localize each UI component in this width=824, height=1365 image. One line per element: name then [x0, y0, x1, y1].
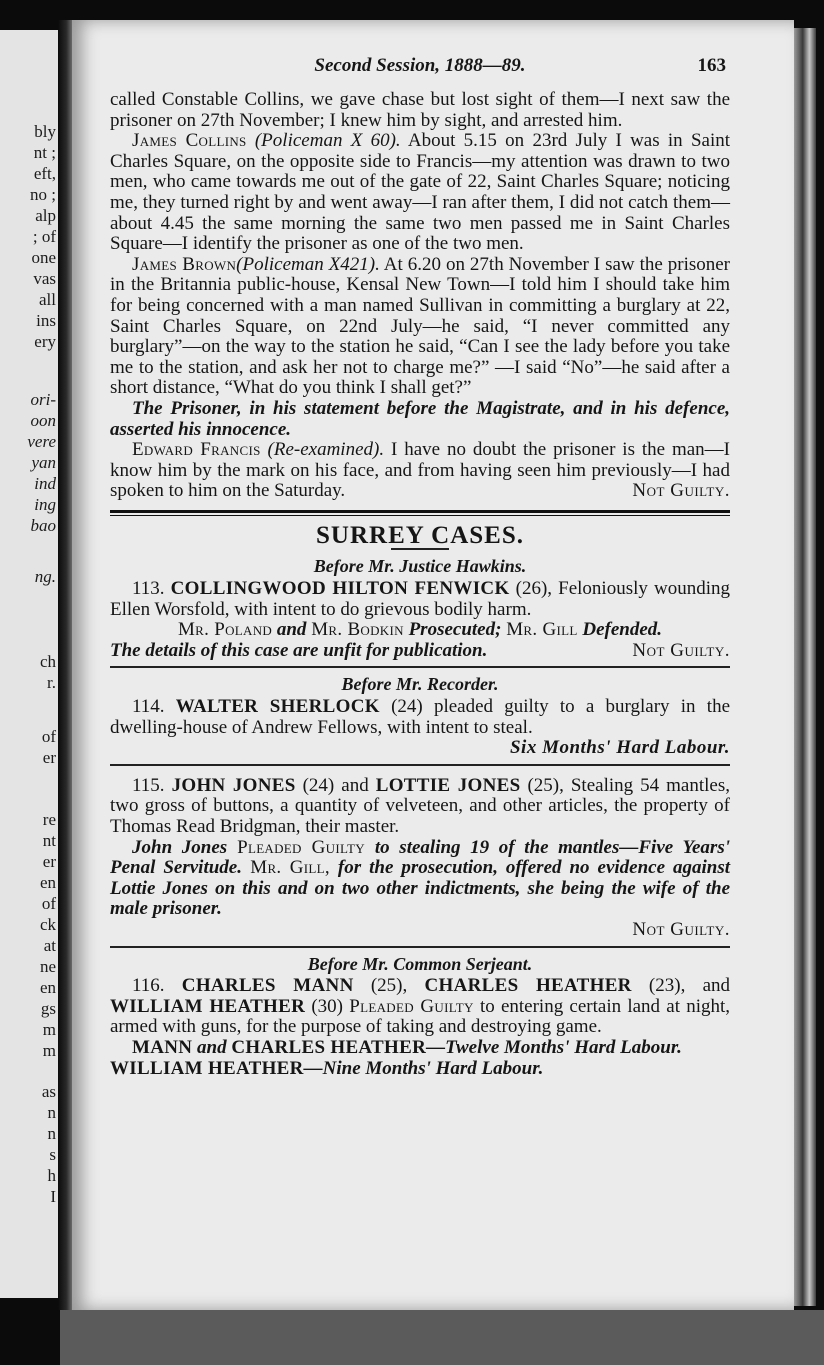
facing-page-fragment: all [39, 290, 56, 309]
facing-page-fragment: ; of [32, 227, 56, 246]
facing-page-fragment: oon [30, 411, 56, 430]
witness-role: (Re-examined). [267, 439, 385, 461]
facing-page-fragment: alp [35, 206, 56, 225]
facing-page-fragment: ch [39, 652, 56, 671]
facing-page-fragment: m [42, 1020, 56, 1039]
facing-page-fragment: nt ; [33, 143, 56, 162]
witness-name: Edward Francis [132, 439, 261, 461]
verdict: Not Guilty. [632, 918, 730, 940]
defendant-name: MANN [132, 1036, 193, 1058]
case-divider [110, 764, 730, 766]
case-115 [110, 776, 730, 838]
verdict: Not Guilty. [632, 639, 730, 661]
testimony-text: At 6.20 on 27th November I saw the prisoner in the Britannia public-house, Kensal New Town—I told him I should take him for being concerned with a man named Sullivan in committing a burglary at 22, Saint Charles Square, on 22nd July—he said, “I never committed any burglary”—on the way to the station he said, “Can I see the lady before you take me to the station, and ask her not to charge me?” —I said “No”—he said after a short distance, “What do you think I shall get?” [110, 253, 731, 399]
judge-heading: Before Mr. Justice Hawkins. [313, 556, 527, 577]
case-number: 113. [132, 578, 165, 600]
charge-text: (30) [305, 995, 350, 1017]
section-heading: SURREY CASES. [316, 521, 524, 549]
witness-name: James Collins [132, 130, 247, 152]
defendant-name: WILLIAM HEATHER [110, 995, 306, 1017]
case-113 [110, 579, 730, 620]
sentence-line [110, 1059, 730, 1080]
facing-page-fragment: ins [36, 311, 56, 330]
facing-page-fragment: ing [34, 495, 56, 514]
witness-name: James Brown [132, 253, 237, 275]
case-114 [110, 697, 730, 738]
facing-page-fragment: m [42, 1041, 56, 1060]
witness-role: (Policeman X 60). [254, 130, 401, 152]
facing-page-fragment: ne [39, 957, 56, 976]
facing-page-fragment: as [41, 1082, 56, 1101]
verdict-line [110, 920, 730, 941]
facing-page-fragment: re [42, 810, 56, 829]
counsel-name: Mr. Gill [506, 619, 578, 641]
charge-text: to entering certain land at night, armed with guns, for the purpose of taking and destroying game. [110, 995, 731, 1038]
facing-page-fragment: s [49, 1145, 56, 1164]
testimony-text: About 5.15 on 23rd July I was in Saint Charles Square, on the opposite side to Francis—my attention was drawn to two men, who came towards me out of the gate of 22, Saint Charles Square; noticing me, they turned right by and went away—I ran after them, I did not catch them—about 4.45 the same morning the same two men passed me in Saint Charles Square—I identify the prisoner as one of the two men. [110, 130, 731, 255]
note-text: The details of this case are unfit for publication. [110, 639, 488, 661]
page-number: 163 [697, 55, 726, 76]
facing-page-fragment: vere [27, 432, 56, 451]
plea: Pleaded Guilty [227, 836, 375, 858]
case-number: 114. [132, 696, 165, 718]
judge-heading: Before Mr. Common Serjeant. [307, 953, 533, 974]
testimony-text: I have no doubt the prisoner is the man—I know him by the mark on his face, and from having seen him previously—I had spoken to him on the Saturday. [110, 439, 731, 502]
charge-text: (25), [353, 975, 425, 997]
running-title: Second Session, 1888—89. [314, 55, 526, 76]
facing-page-fragment: one [31, 248, 56, 267]
defendant-name: CHARLES HEATHER [231, 1036, 427, 1058]
sentence-line [110, 1038, 730, 1059]
facing-page-fragment: vas [33, 269, 56, 288]
sentence: —Twelve Months' Hard Labour. [426, 1036, 682, 1058]
case-number: 115. [132, 774, 165, 796]
charge-text: (25), Stealing 54 mantles, two gross of buttons, a quantity of velveteen, and other articles, the property of Thomas Read Bridgman, their master. [110, 774, 730, 837]
case-divider [110, 946, 730, 948]
facing-page-fragment: bao [30, 516, 56, 535]
defendant-name: LOTTIE JONES [375, 774, 521, 796]
charge-text: (23), and [631, 975, 731, 997]
defendant-name: JOHN JONES [171, 774, 296, 796]
witness-role: (Policeman X421). [236, 253, 380, 275]
facing-page-fragment: of [41, 894, 56, 913]
facing-page-fragment: of [41, 727, 56, 746]
paragraph-continuation: called Constable Collins, we gave chase but lost sight of them—I next saw the prisoner on 27th November; I knew him by sight, and arrested him. [110, 89, 730, 131]
facing-page-fragment: ng. [34, 567, 56, 586]
counsel-conjunction: and [272, 619, 312, 641]
case-note [110, 838, 730, 920]
scan-bottom-band [60, 1310, 824, 1365]
running-header [110, 56, 730, 90]
case-divider [110, 666, 730, 668]
charge-text: (24) and [295, 774, 376, 796]
facing-page-fragment: er [42, 852, 56, 871]
facing-page-fragment: I [50, 1187, 56, 1206]
facing-page-fragment: yan [31, 453, 56, 472]
verdict: Not Guilty. [632, 480, 730, 502]
defendant-name: CHARLES MANN [181, 975, 354, 997]
case-note [110, 641, 730, 662]
charge-text: (26), Feloniously wounding Ellen Worsfold, with intent to do grievous bodily harm. [110, 578, 730, 620]
book-gutter [58, 20, 72, 1310]
facing-page-fragment: at [43, 936, 56, 955]
testimony-brown [110, 255, 730, 399]
facing-page-fragment: ery [34, 332, 56, 351]
facing-page-fragment: eft, [33, 164, 56, 183]
page-content [110, 56, 730, 1079]
judge-heading: Before Mr. Recorder. [341, 674, 499, 695]
note-text: to stealing 19 of the mantles—Five Years' Penal Servitude. [110, 836, 730, 879]
note-text: for the prosecution, offered no evidence against Lottie Jones on this and on two other indictments, she being the wife of the male prisoner. [110, 857, 731, 920]
defendant-name: WALTER SHERLOCK [175, 696, 380, 718]
facing-page-fragment: n [47, 1124, 56, 1143]
counsel-role: Defended. [577, 619, 663, 641]
facing-page-fragment: no ; [30, 185, 56, 204]
facing-page-fragment: ori- [30, 390, 56, 409]
sentence-conjunction: and [192, 1036, 232, 1058]
facing-page-fragment: h [47, 1166, 56, 1185]
facing-page-fragment: bly [34, 122, 56, 141]
defendant-name: WILLIAM HEATHER [110, 1057, 304, 1079]
counsel-name: Mr. Gill, [242, 857, 330, 879]
facing-page-fragment: en [39, 873, 56, 892]
facing-page [0, 30, 59, 1298]
facing-page-fragment: ind [34, 474, 56, 493]
facing-page-fragment: en [39, 978, 56, 997]
counsel-role: Prosecuted; [403, 619, 507, 641]
facing-page-fragment: r. [47, 673, 56, 692]
counsel-name: Mr. Poland [177, 619, 273, 641]
sentence: —Nine Months' Hard Labour. [303, 1057, 544, 1079]
case-number: 116. [132, 975, 165, 997]
facing-page-fragment: n [47, 1103, 56, 1122]
testimony-collins [110, 131, 730, 255]
sentence-line [110, 738, 730, 759]
sentence: Six Months' Hard Labour. [509, 737, 730, 759]
page-edge [794, 28, 816, 1306]
section-divider [110, 510, 730, 516]
charge-text: (24) pleaded guilty to a burglary in the dwelling-house of Andrew Fellows, with intent to steal. [110, 696, 730, 738]
facing-page-fragment: gs [40, 999, 56, 1018]
facing-page-fragment: nt [42, 831, 56, 850]
prisoner-statement: The Prisoner, in his statement before the Magistrate, and in his defence, asserted his innocence. [110, 397, 730, 440]
case-116 [110, 976, 730, 1038]
counsel-name: Mr. Bodkin [311, 619, 404, 641]
defendant-name: COLLINGWOOD HILTON FENWICK [170, 578, 510, 600]
plea: Pleaded Guilty [349, 995, 474, 1017]
testimony-francis [110, 440, 730, 502]
counsel-line [110, 620, 730, 641]
facing-page-fragment: er [42, 748, 56, 767]
facing-page-fragment: ck [39, 915, 56, 934]
note-text: John Jones [132, 836, 228, 858]
defendant-name: CHARLES HEATHER [424, 975, 632, 997]
